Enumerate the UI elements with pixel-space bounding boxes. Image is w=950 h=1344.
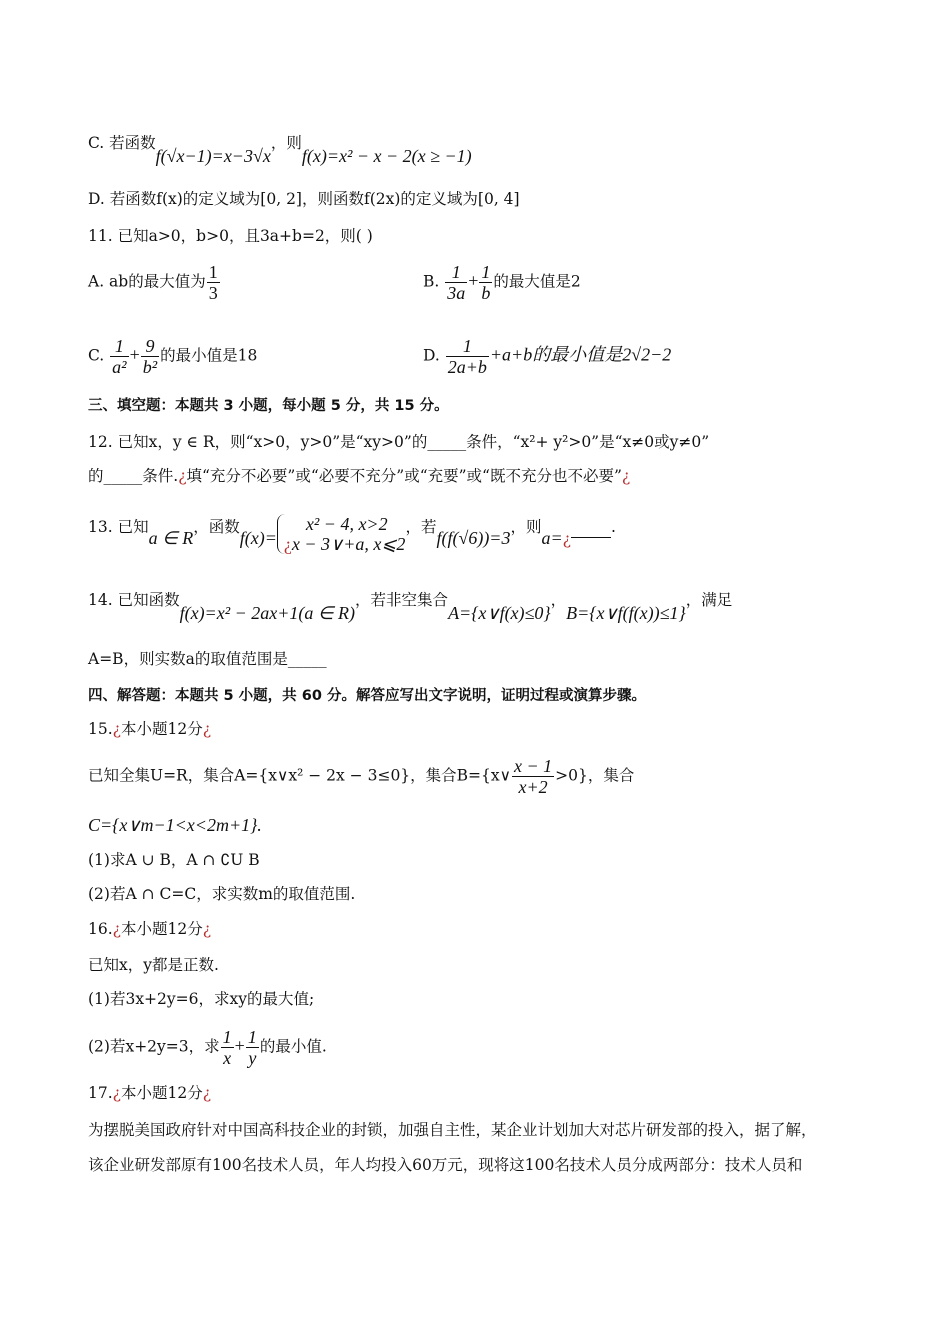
q11b-suffix: 的最大值是2: [493, 272, 581, 291]
q14-comma: ，: [550, 591, 567, 609]
q11b-fraction-1: [445, 262, 467, 303]
q15-number: 15.: [88, 720, 113, 738]
q11b-f2-num: 1: [481, 262, 491, 282]
section-3-title: [88, 396, 449, 416]
q13-then: ，则: [510, 518, 542, 536]
q14-line2-text: A=B，则实数a的取值范围是_____: [88, 650, 327, 668]
q16-header: [88, 919, 211, 939]
q11c-suffix: 的最小值是18: [160, 346, 258, 365]
q11c-fraction-1: [110, 336, 128, 377]
q14-set-a: A={x∨f(x)≤0}: [448, 603, 551, 623]
q13-end: .: [610, 518, 616, 536]
q12-mark-close: ¿: [621, 467, 631, 485]
q16-part-1: [88, 989, 314, 1009]
q14-fx: f(x)=x² − 2ax+1(a ∈ R): [179, 603, 356, 623]
q11a-text: A. ab的最大值为: [88, 272, 206, 291]
q16-stem: [88, 955, 219, 975]
q15-stem-b: >0}，集合: [555, 766, 635, 785]
q11d-suffix: +a+b的最小值是2√2−2: [489, 344, 672, 365]
q11d-fraction: [446, 336, 489, 377]
q16-mark-open: ¿: [112, 920, 121, 938]
q17-paragraph-line-2: [88, 1155, 802, 1175]
q16-part-2-suffix: 的最小值.: [259, 1037, 327, 1056]
q11d-num: 1: [446, 336, 489, 357]
q13-fx: f(x)=: [239, 528, 277, 548]
q16-mark-close: ¿: [202, 920, 212, 938]
q11c-prefix: C.: [88, 346, 105, 365]
q16-stem-text: 已知x，y都是正数.: [88, 956, 219, 974]
q15-part-2: [88, 884, 355, 904]
q15-mark-open: ¿: [112, 720, 121, 738]
q13-case-1: x² − 4, x>2: [305, 514, 388, 534]
q12-line-1: [88, 432, 709, 452]
section-3-title-text: 三、填空题：本题共 3 小题，每小题 5 分，共 15 分。: [88, 398, 449, 414]
q13-answer-mark: ¿: [562, 530, 571, 548]
q16-part-2: (2)若x+2y=3，求 $\frac{1}{x}$ + $\frac{1}{y}$ 的最小值.: [88, 1027, 327, 1068]
q10-option-d: [88, 189, 520, 209]
q13-piecewise: [277, 514, 406, 554]
q11c-f2-den: b²: [142, 357, 158, 377]
q13-mid: ，函数: [193, 518, 240, 536]
q15-part-2-text: (2)若A ∩ C=C，求实数m的取值范围.: [88, 885, 356, 903]
q15-part-1-text: (1)求A ∪ B，A ∩ ∁U B: [88, 851, 260, 869]
q13-condition: f(f(√6))=3: [436, 528, 511, 548]
q10c-label: C. 若函数: [88, 134, 156, 152]
q15-stem-a: 已知全集U=R，集合A={x∨x² − 2x − 3≤0}，集合B={x∨: [88, 766, 511, 785]
q13-a-in-r: a ∈ R: [148, 528, 194, 548]
q11c-f2-num: 9: [141, 336, 159, 357]
q14-line-2: [88, 649, 327, 669]
q14-line-1: [88, 589, 733, 623]
q15-set-c-text: C={x∨m−1<x<2m+1}.: [88, 815, 262, 835]
q17-para-line2: 该企业研发部原有100名技术人员，年人均投入60万元，现将这100名技术人员分成两部分：技术人员和: [88, 1156, 803, 1174]
q13-case-2: x − 3∨+a, x⩽2: [291, 534, 406, 554]
q12-line2c: 填“充分不必要”或“必要不充分”或“充要”或“既不充分也不必要”: [186, 467, 622, 485]
q16-f2-num: 1: [247, 1027, 257, 1047]
q15-fraction: [512, 756, 554, 797]
q16-f1-num: 1: [222, 1027, 232, 1047]
q11-option-b: B. $\frac{1}{3a}$ + $\frac{1}{b}$ 的最大值是2: [423, 262, 581, 303]
q10c-expr1: f(√x−1)=x−3√x: [155, 146, 271, 166]
q10c-mid: ，则: [270, 134, 302, 152]
q16-part-2-prefix: (2)若x+2y=3，求: [88, 1037, 220, 1056]
q11b-f2-den: b: [481, 283, 491, 303]
q11d-prefix: D.: [423, 346, 440, 365]
q15-stem: [88, 756, 634, 797]
q16-points: 本小题12分: [120, 920, 203, 938]
q14-end: ，满足: [685, 591, 733, 609]
q16-fraction-1: [221, 1027, 234, 1068]
q16-number: 16.: [88, 920, 113, 938]
q15-frac-den: x+2: [518, 777, 548, 797]
section-4-title: [88, 686, 646, 706]
q17-mark-close: ¿: [202, 1084, 212, 1102]
q16-fraction-2: [246, 1027, 259, 1068]
q17-mark-open: ¿: [112, 1084, 121, 1102]
q11-option-c: C. $\frac{1}{\text{a²}}$ + $\frac{9}{\text{b²}}$ 的最小值是18: [88, 336, 258, 377]
q15-part-1: [88, 850, 260, 870]
q12-line1-text: 12. 已知x，y ∈ R，则“x>0，y>0”是“xy>0”的_____条件，“x²+ y²>0”是“x≠0或y≠0”: [88, 433, 710, 451]
q11c-f1-den: a²: [112, 357, 127, 377]
q12-line2a: 的_____条件.: [88, 467, 179, 485]
q16-part-1-text: (1)若3x+2y=6，求xy的最大值;: [88, 990, 315, 1008]
q11c-fraction-2: [141, 336, 159, 377]
q11a-fraction: [207, 262, 220, 303]
q15-points: 本小题12分: [120, 720, 203, 738]
q14-set-b: B={x∨f(f(x))≤1}: [566, 603, 686, 623]
q14-mid: ，若非空集合: [355, 591, 449, 609]
q16-f2-den: y: [248, 1048, 257, 1068]
q13-case2-mark: ¿: [283, 534, 292, 554]
q11b-prefix: B.: [423, 272, 440, 291]
q13-prefix: 13. 已知: [88, 518, 149, 536]
q11-stem-text: 11. 已知a>0，b>0，且3a+b=2，则( ): [88, 227, 373, 245]
q17-points: 本小题12分: [120, 1084, 203, 1102]
q11b-f1-num: 1: [445, 262, 467, 283]
q15-header: [88, 719, 211, 739]
q10-option-c: [88, 132, 472, 166]
q12-mark-open: ¿: [178, 467, 187, 485]
q10d-text: D. 若函数f(x)的定义域为[0, 2]，则函数f(2x)的定义域为[0, 4]: [88, 190, 520, 208]
q11-stem: [88, 226, 373, 246]
q13-answer-blank: [571, 523, 611, 538]
section-4-title-text: 四、解答题：本题共 5 小题，共 60 分。解答应写出文字说明，证明过程或演算步骤。: [88, 688, 646, 704]
q17-para-line1: 为摆脱美国政府针对中国高科技企业的封锁，加强自主性，某企业计划加大对芯片研发部的投入，据了解，: [88, 1121, 817, 1139]
q14-prefix: 14. 已知函数: [88, 591, 180, 609]
q15-frac-num: x − 1: [514, 756, 553, 776]
q11a-num: 1: [208, 262, 218, 282]
q11b-f1-den: 3a: [447, 283, 466, 303]
q15-mark-close: ¿: [202, 720, 212, 738]
q11b-fraction-2: [479, 262, 492, 303]
q11-option-d: [423, 336, 671, 377]
q17-paragraph-line-1: [88, 1120, 817, 1140]
q10c-expr2: f(x)=x² − x − 2(x ≥ −1): [301, 146, 472, 166]
q11-option-a: [88, 262, 221, 303]
q17-number: 17.: [88, 1084, 113, 1102]
q15-set-c: [88, 815, 262, 836]
q16-f1-den: x: [223, 1048, 232, 1068]
q11d-den: 2a+b: [447, 357, 487, 377]
q17-header: [88, 1083, 211, 1103]
q12-line-2: [88, 466, 630, 486]
q11a-den: 3: [208, 283, 218, 303]
q13-comma: ，若: [405, 518, 437, 536]
q13-case-2-row: [284, 534, 406, 554]
q13-answer-label: a=: [541, 528, 563, 548]
q13: [88, 508, 616, 554]
q11c-f1-num: 1: [110, 336, 128, 357]
